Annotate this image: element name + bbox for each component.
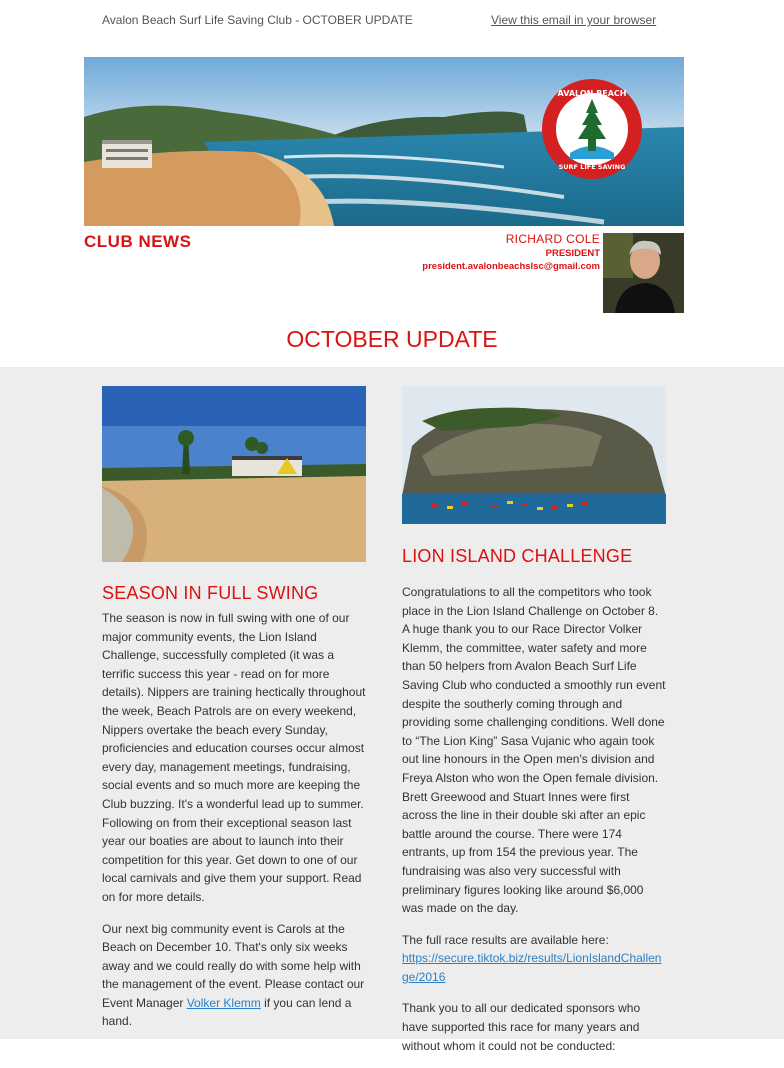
lion-island-paragraph-1: Congratulations to all the competitors who took place in the Lion Island Challenge on October 8. A huge thank you to our Race Director Volker Klemm, the committee, water safety and more than 50 helpers from Avalon Beach Surf Life Saving Club who conducted a smoothly run event despite the southerly coming through and providing some challenging conditions. Well done to “The Lion King” Sasa Vujanic who again took out line honours in the Open men's division and Freya Alston who won the Open female division. Brett Greewood and Stuart Innes were first across the line in their double ski after an epic battle around the course. There were 174 entrants, up from 154 the previous year. The fundraising was also very successful with preliminary figures looking like around $6,000 was made on the day. xyxy=(402,585,666,916)
lion-island-photo xyxy=(402,386,666,524)
season-article-title: SEASON IN FULL SWING xyxy=(102,583,319,603)
view-in-browser-link[interactable]: View this email in your browser xyxy=(491,13,657,27)
email-preheader xyxy=(0,0,784,42)
lion-island-article-body xyxy=(402,583,668,1068)
hero-banner-image xyxy=(84,57,684,226)
race-results-link[interactable]: https://secure.tiktok.biz/results/LionIslandChallenge/2016 xyxy=(402,951,662,984)
newsletter-headline: OCTOBER UPDATE xyxy=(286,326,498,352)
event-manager-link[interactable]: Volker Klemm xyxy=(186,995,261,1010)
president-contact xyxy=(422,232,600,272)
president-name: RICHARD COLE xyxy=(505,232,600,246)
svg-text:AVALON BEACH: AVALON BEACH xyxy=(557,89,627,98)
season-paragraph-2-tail: if you can lend a hand. xyxy=(102,995,352,1029)
club-news-heading: CLUB NEWS xyxy=(84,232,192,251)
preheader-title: Avalon Beach Surf Life Saving Club - OCTOBER UPDATE xyxy=(102,13,413,27)
president-role: PRESIDENT xyxy=(545,248,600,259)
club-logo-icon xyxy=(547,84,637,174)
results-intro-text: The full race results are available here: xyxy=(402,932,609,947)
lion-island-paragraph-2 xyxy=(402,931,668,987)
svg-text:SURF LIFE SAVING: SURF LIFE SAVING xyxy=(558,163,626,171)
president-portrait-image xyxy=(603,233,684,313)
season-paragraph-1: The season is now in full swing with one of our major community events, the Lion Island Challenge, successfully completed (it was a terrific success this year - read on for more details). Nippers are training hectically throughout the week, Beach Patrols are on every weekend, Nippers overtake the beach every Sunday, proficiencies and education courses occur almost every day, management meetings, fundraising, social events and so much more are keeping the Club buzzing. It's a wonderful lead up to summer. Following on from their exceptional season last year our boaties are about to launch into their competition for this year. Get down to one of our local carnivals and give them your support. Read on for more details. xyxy=(102,611,366,904)
season-paragraph-2 xyxy=(102,920,370,1032)
newsletter-content xyxy=(0,367,784,1053)
beach-clubhouse-photo xyxy=(102,386,366,562)
season-article-body xyxy=(102,609,370,1044)
lion-island-paragraph-3: Thank you to all our dedicated sponsors who have supported this race for many years and without whom it could not be conducted: xyxy=(402,1001,641,1053)
president-email[interactable]: president.avalonbeachslsc@gmail.com xyxy=(422,261,600,272)
lion-island-article-title: LION ISLAND CHALLENGE xyxy=(402,546,633,566)
season-paragraph-2-text: Our next big community event is Carols at the Beach on December 10. That's only six weeks away and we could really do with some help with the management of the event. Please contact our Event Manager xyxy=(102,921,365,1010)
